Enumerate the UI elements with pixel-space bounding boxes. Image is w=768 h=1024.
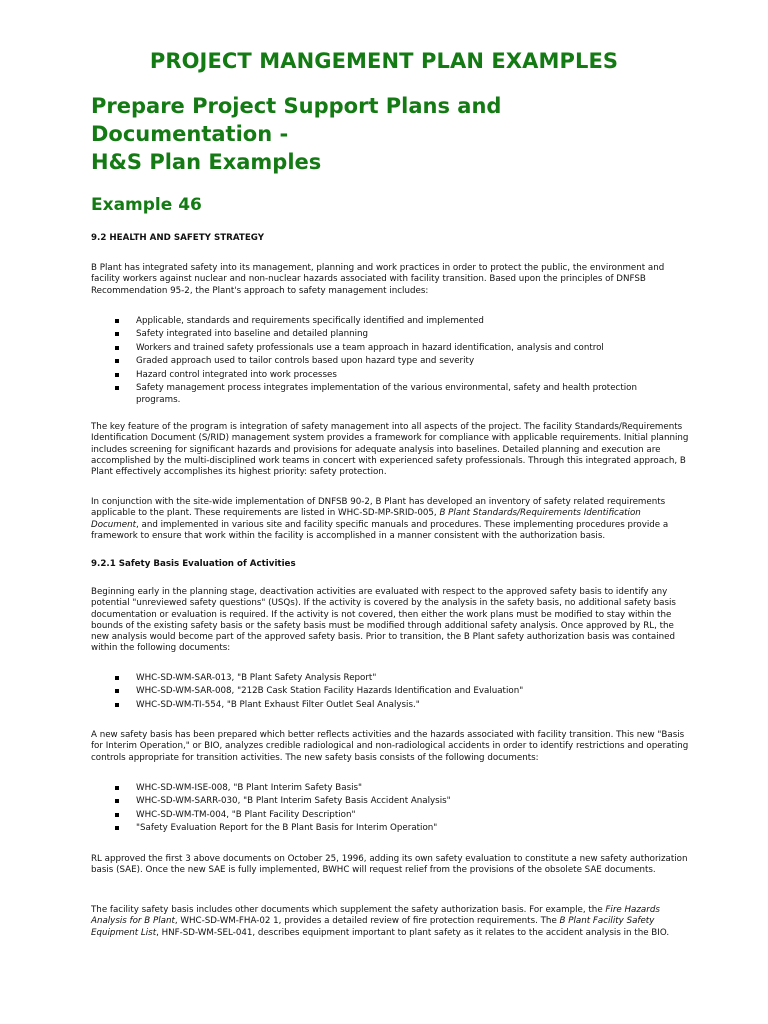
list-item [115,673,675,684]
list-item-text: Safety management process integrates implementation of the various environmental, safety and health protection programs. [136,383,637,405]
section-9-2-intro: B Plant has integrated safety into its management, planning and work practices in order to protect the public, the environment and facility workers against nuclear and non-nuclear hazards associated with facility transition. Based upon the principles of DNFSB Recommendation 95-2, the Plant's approach to safety management includes: [91,263,665,296]
list-item-text: WHC-SD-WM-SARR-030, "B Plant Interim Safety Basis Accident Analysis" [136,796,451,807]
paragraph-text: , and implemented in various site and facility specific manuals and procedures. These implementing procedures provide a framework to ensure that work within the facility is accomplished in a manner consistent with the authorization basis. [91,519,669,541]
list-item [115,356,675,367]
subtitle-line: Documentation - [91,122,289,146]
list-item [115,810,675,821]
new-safety-basis-paragraph: A new safety basis has been prepared which better reflects activities and the hazards associated with facility transition. This new "Basis for Interim Operation," or BIO, analyzes credible radiological and non-radiological accidents in order to identify restrictions and operating controls appropriate for transition activities. The new safety basis consists of the following documents: [91,730,689,763]
bullet-icon [115,676,119,680]
list-item [115,686,675,697]
list-item-text: WHC-SD-WM-SAR-013, "B Plant Safety Analysis Report" [136,673,377,683]
bullet-icon [115,332,119,336]
prior-documents-list [115,673,675,713]
paragraph-text: The facility safety basis includes other documents which supplement the safety authorization basis. For example, the [91,905,606,915]
section-heading-9-2-1: 9.2.1 Safety Basis Evaluation of Activities [91,559,296,569]
list-item [115,783,675,794]
list-item [115,700,675,711]
list-item-text: Workers and trained safety professionals use a team approach in hazard identification, analysis and control [136,342,604,353]
page-subtitle [91,92,751,176]
bullet-icon [115,319,119,323]
bullet-icon [115,373,119,377]
bullet-icon [115,359,119,363]
facility-safety-basis-paragraph [91,905,691,939]
key-feature-paragraph: The key feature of the program is integration of safety management into all aspects of the project. The facility Standards/Requirements Identification Document (S/RID) management system provides a framework for compliance with applicable requirements. Initial planning includes screening for significant hazards and provisions for adequate analysis into baselines. Detailed planning and execution are accomplished by the multi-disciplined work teams in concert with experienced safety professionals. Through this integrated approach, B Plant effectively accomplishes its highest priority: safety protection. [91,422,689,478]
bullet-icon [115,689,119,693]
list-item-text: Applicable, standards and requirements specifically identified and implemented [136,316,484,326]
bullet-icon [115,813,119,817]
list-item [115,823,675,834]
list-item [115,329,675,340]
bullet-icon [115,386,119,390]
new-documents-list [115,783,675,837]
subtitle-line: Prepare Project Support Plans and [91,94,502,118]
list-item-text: "Safety Evaluation Report for the B Plant Basis for Interim Operation" [136,823,438,834]
list-item-text: Hazard control integrated into work processes [136,369,337,380]
page-title: PROJECT MANGEMENT PLAN EXAMPLES [149,49,619,73]
list-item [115,316,675,327]
section-9-2-1-intro: Beginning early in the planning stage, deactivation activities are evaluated with respect to the approved safety basis to identify any potential "unreviewed safety questions" (USQs). If the activity is covered by the analysis in the safety basis, no additional safety basis documentation or evaluation is required. If the activity is not covered, then either the work plans must be modified to stay within the bounds of the existing safety basis or the safety basis must be modified through additional safety analysis. Once approved by RL, the new analysis would become part of the approved safety basis. Prior to transition, the B Plant safety authorization basis was contained within the following documents: [91,587,676,654]
bullet-icon [115,346,119,350]
example-label: Example 46 [91,195,202,215]
list-item-text: WHC-SD-WM-TM-004, "B Plant Facility Description" [136,809,356,820]
list-item-text: WHC-SD-WM-SAR-008, "212B Cask Station Facility Hazards Identification and Evaluation" [136,686,524,697]
list-item-text: Safety integrated into baseline and detailed planning [136,329,369,340]
paragraph-text: , WHC-SD-WM-FHA-02 1, provides a detailed review of fire protection requirements. The [174,916,560,927]
bullet-icon [115,703,119,707]
list-item-text: WHC-SD-WM-ISE-008, "B Plant Interim Safety Basis" [136,783,363,793]
conjunction-paragraph [91,497,691,542]
rl-approved-paragraph: RL approved the first 3 above documents on October 25, 1996, adding its own safety evaluation to constitute a new safety authorization basis (SAE). Once the new SAE is fully implemented, BWHC will request relief from the provisions of the obsolete SAE documents. [91,854,688,876]
safety-principles-list [115,316,675,408]
list-item [115,343,675,354]
document-title: B Plant Standards/Requirements Identification Document [91,508,641,530]
paragraph-text: In conjunction with the site-wide implementation of DNFSB 90-2, B Plant has developed an inventory of safety related requirements applicable to the plant. These requirements are listed in WHC-SD-MP-SRID-005, [91,497,666,519]
paragraph-text: , HNF-SD-WM-SEL-041, describes equipment important to plant safety as it relates to the accident analysis in the BIO. [156,927,670,938]
bullet-icon [115,799,119,803]
list-item [115,370,675,381]
bullet-icon [115,826,119,830]
list-item-text: WHC-SD-WM-TI-554, "B Plant Exhaust Filter Outlet Seal Analysis." [136,699,420,710]
document-title: Fire Hazards Analysis for B Plant [91,905,660,927]
list-item [115,383,675,406]
document-title: B Plant Facility Safety Equipment List [91,916,655,938]
list-item-text: Graded approach used to tailor controls based upon hazard type and severity [136,356,475,367]
bullet-icon [115,786,119,790]
section-heading-9-2: 9.2 HEALTH AND SAFETY STRATEGY [91,233,264,243]
subtitle-line: H&S Plan Examples [91,150,322,174]
list-item [115,796,675,807]
